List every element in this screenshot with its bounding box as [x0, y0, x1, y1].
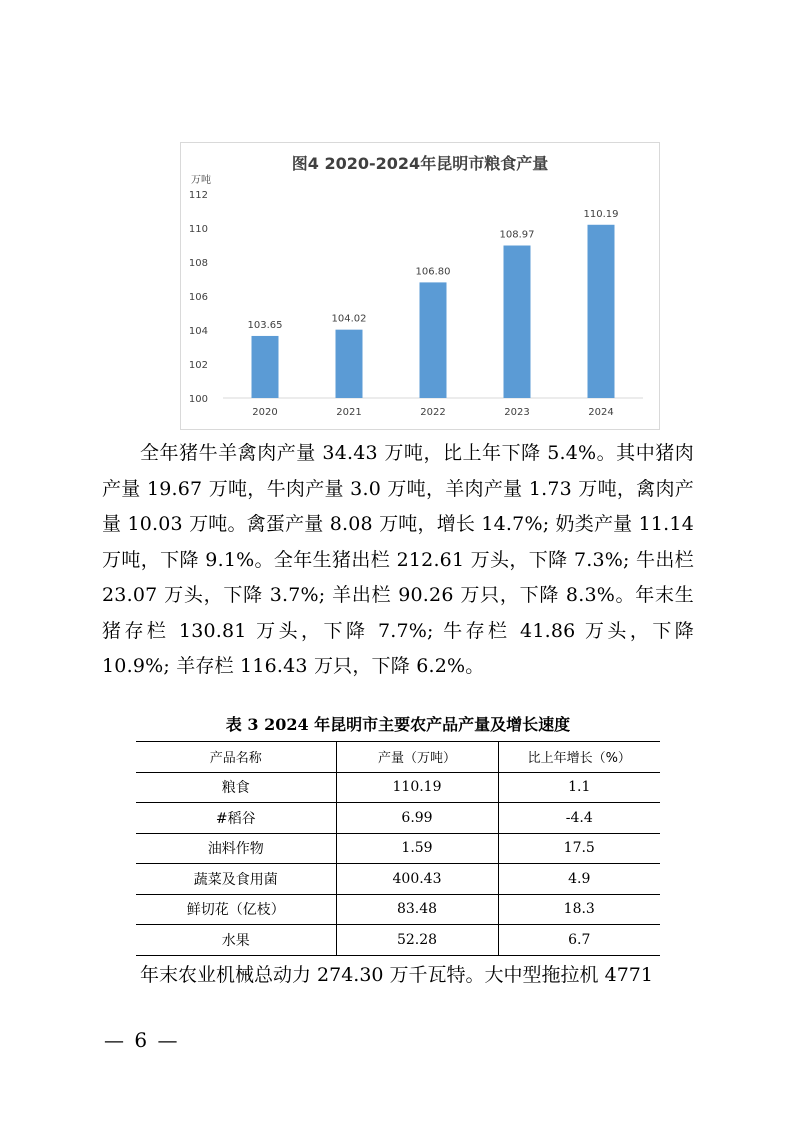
- cell-output: 52.28: [336, 925, 498, 956]
- agri-products-table: [136, 741, 660, 956]
- y-tick-label: 102: [188, 360, 208, 371]
- cell-name: #稻谷: [136, 803, 336, 834]
- y-axis-unit: 万吨: [191, 175, 211, 186]
- chart-svg: [181, 143, 659, 429]
- x-tick-label: 2024: [588, 407, 614, 418]
- table-title: 表 3 2024 年昆明市主要农产品产量及增长速度: [225, 715, 571, 734]
- bar-value-label: 110.19: [583, 208, 619, 220]
- y-tick-label: 106: [188, 292, 208, 303]
- cell-output: 110.19: [336, 772, 498, 803]
- table-row: [136, 864, 660, 895]
- cell-name: 蔬菜及食用菌: [136, 864, 336, 895]
- x-tick-label: 2023: [504, 407, 530, 418]
- y-tick-label: 104: [188, 326, 208, 337]
- x-tick-label: 2020: [252, 407, 278, 418]
- chart-title: 图4 2020-2024年昆明市粮食产量: [291, 154, 549, 173]
- page-number: — 6 —: [104, 1028, 180, 1052]
- table-header-row: [136, 742, 660, 773]
- cell-name: 水果: [136, 925, 336, 956]
- cell-output: 6.99: [336, 803, 498, 834]
- bar-value-label: 104.02: [331, 313, 367, 325]
- machinery-paragraph: 年末农业机械总动力 274.30 万千瓦特。大中型拖拉机 4771: [140, 964, 653, 986]
- cell-growth: 1.1: [498, 772, 660, 803]
- cell-name: 鲜切花（亿枝）: [136, 894, 336, 925]
- bar-value-label: 103.65: [247, 319, 283, 331]
- cell-growth: 17.5: [498, 833, 660, 864]
- cell-growth: 4.9: [498, 864, 660, 895]
- bar: [336, 330, 363, 398]
- y-tick-label: 112: [188, 190, 208, 201]
- table-row: [136, 925, 660, 956]
- cell-output: 400.43: [336, 864, 498, 895]
- bar: [420, 282, 447, 398]
- header-growth: 比上年增长（%）: [498, 742, 660, 773]
- bar: [504, 246, 531, 398]
- y-tick-label: 110: [188, 224, 208, 235]
- header-product-name: 产品名称: [136, 742, 336, 773]
- y-tick-label: 100: [188, 394, 208, 405]
- x-tick-label: 2021: [336, 407, 362, 418]
- table-row: [136, 772, 660, 803]
- bar: [588, 225, 615, 398]
- cell-growth: 6.7: [498, 925, 660, 956]
- cell-output: 83.48: [336, 894, 498, 925]
- grain-production-chart: [180, 142, 660, 430]
- bar-value-label: 108.97: [499, 229, 535, 241]
- cell-growth: 18.3: [498, 894, 660, 925]
- bar-value-label: 106.80: [415, 266, 451, 278]
- bar: [252, 336, 279, 398]
- cell-name: 粮食: [136, 772, 336, 803]
- header-output: 产量（万吨）: [336, 742, 498, 773]
- x-tick-label: 2022: [420, 407, 446, 418]
- table-row: [136, 803, 660, 834]
- table-row: [136, 894, 660, 925]
- livestock-paragraph: 全年猪牛羊禽肉产量 34.43 万吨，比上年下降 5.4%。其中猪肉产量 19.67 万吨，牛肉产量 3.0 万吨，羊肉产量 1.73 万吨，禽肉产量 10.03 万吨。禽蛋产量 8.08 万吨，增长 14.7%; 奶类产量 11.14 万吨，下降 9.1%。全年生猪出栏 212.61 万头，下降 7.3%; 牛出栏 23.07 万头，下降 3.7%; 羊出栏 90.26 万只，下降 8.3%。年末生猪存栏 130.81 万头，下降 7.7%; 牛存栏 41.86 万头，下降 10.9%; 羊存栏 116.43 万只，下降 6.2%。: [102, 442, 694, 677]
- table-row: [136, 833, 660, 864]
- cell-name: 油料作物: [136, 833, 336, 864]
- y-tick-label: 108: [188, 258, 208, 269]
- cell-growth: -4.4: [498, 803, 660, 834]
- cell-output: 1.59: [336, 833, 498, 864]
